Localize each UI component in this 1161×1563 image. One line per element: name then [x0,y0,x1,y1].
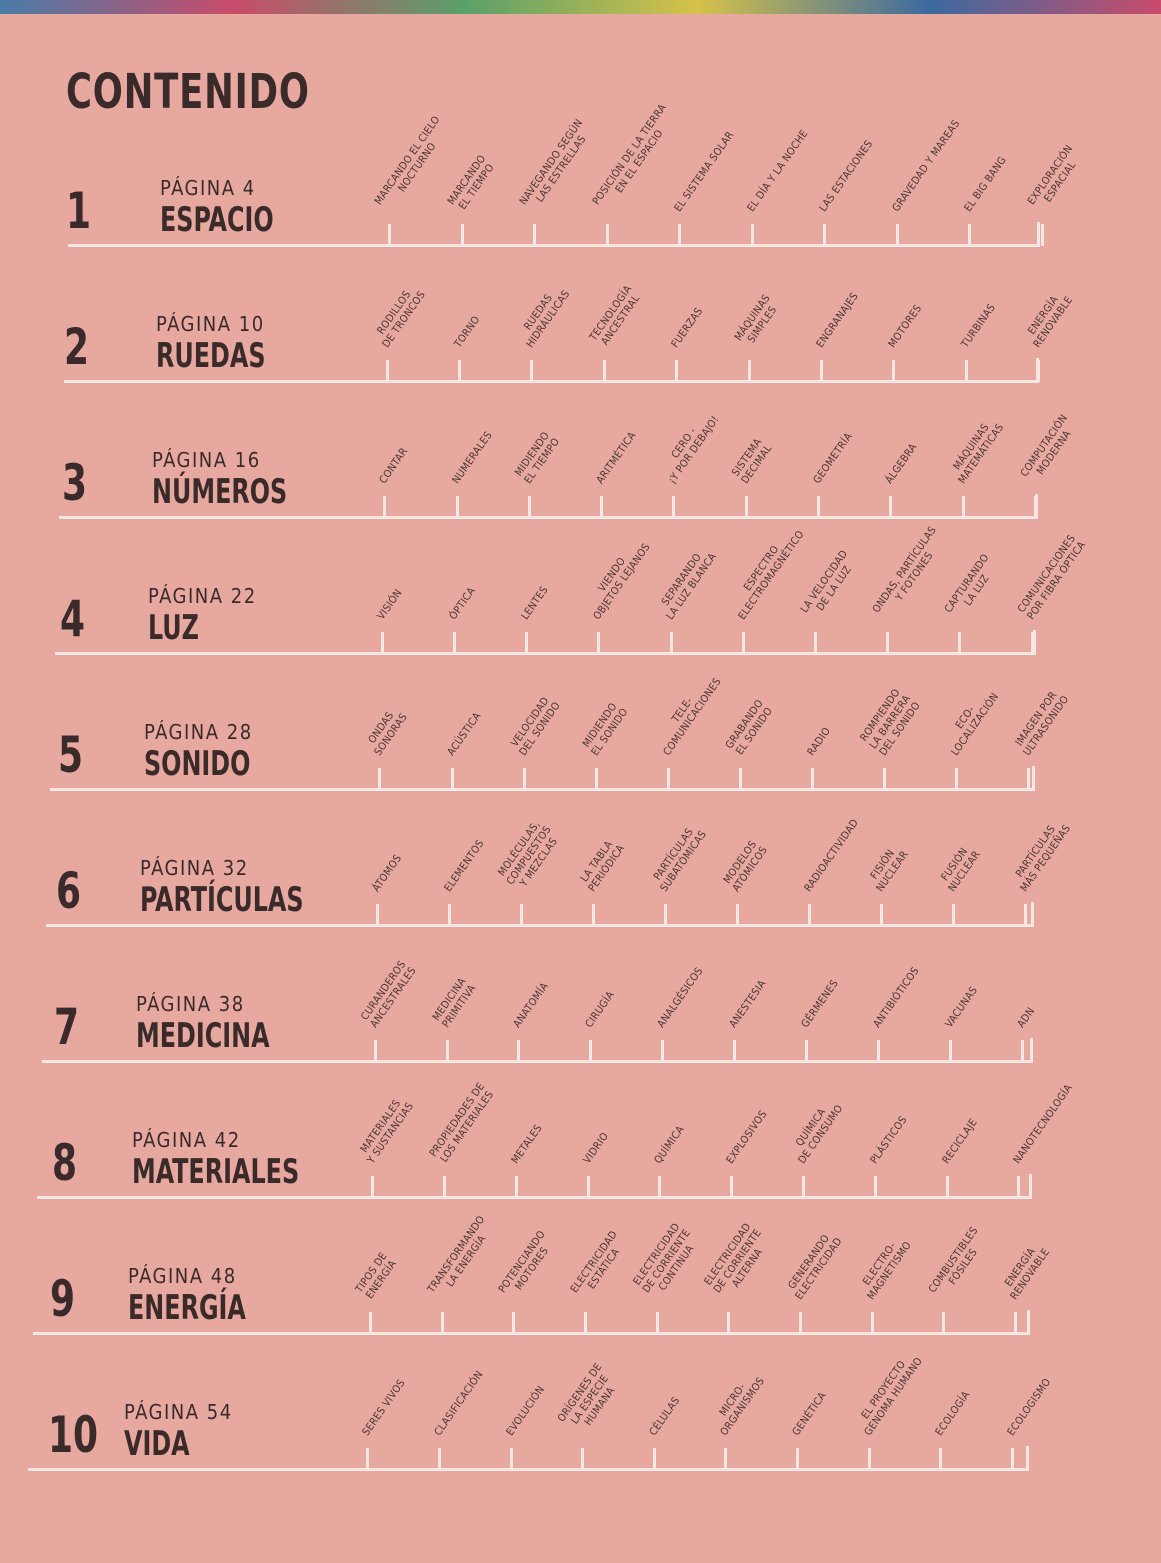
topic-text: VELOCIDAD DEL SONIDO [508,695,563,758]
topic-tick [1024,904,1027,926]
topic-text: EL DÍA Y LA NOCHE [744,127,810,214]
topic-tick [1041,224,1044,246]
topic-text: LA TABLA PERIÓDICA [578,838,628,894]
topic-text: MARCANDO EL CIELO NOCTURNO [372,113,443,208]
topic-text: QUÍMICA [652,1123,688,1166]
topic-tick [896,224,899,246]
topic-tick [664,904,667,926]
topic-tick [955,768,958,790]
topic-tick [653,1448,656,1470]
topic-tick [736,904,739,926]
topic-text: QUÍMICA DE CONSUMO [793,1102,846,1166]
topic-text: MIDIENDO EL TIEMPO [512,429,563,486]
topic-text: MOTORES [886,302,925,350]
topic-tick [383,496,386,518]
page-title: CONTENIDO [66,64,310,120]
rule-end-tick [1027,1310,1030,1334]
chapter-name[interactable]: VIDA [124,1424,190,1464]
topic-text: PARTÍCULAS MÁS PEQUEÑAS [1013,822,1074,894]
rule-end-tick [1026,1446,1029,1470]
chapter-name[interactable]: ESPACIO [160,200,274,240]
topic-tick [733,1040,736,1062]
topic-text: MATERIALES Y SUSTANCIAS [358,1097,417,1166]
topic-tick [381,632,384,654]
topic-text: CONTAR [377,445,411,486]
topic-tick [451,768,454,790]
topic-text: ACÚSTICA [444,710,484,758]
topic-text: VISIÓN [374,586,405,622]
chapter-page: PÁGINA 38 [136,992,245,1016]
chapter-page: PÁGINA 4 [160,176,256,200]
topic-text: CERO - ¡Y POR DEBAJO! [666,413,723,486]
topic-tick [952,904,955,926]
topic-text: MIDIENDO EL SONIDO [580,700,631,758]
chapter-page: PÁGINA 54 [124,1400,233,1424]
topic-tick [889,496,892,518]
rule-end-tick [1032,766,1035,790]
topic-text: EL BIG BANG [962,154,1009,214]
topic-tick [939,1448,942,1470]
topic-tick [366,1448,369,1470]
topic-tick [814,632,817,654]
topic-text: RUEDAS HIDRÁULICAS [522,288,573,350]
topic-tick [1031,632,1034,654]
chapter-number: 9 [50,1270,76,1328]
topic-text: IMAGEN POR ULTRASONIDO [1013,689,1072,758]
topic-tick [670,632,673,654]
topic-text: TORNO [452,313,483,350]
topic-text: ELECTRICIDAD DE CORRIENTE ALTERNA [702,1221,766,1296]
topic-text: EL PROYECTO GENOMA HUMANO [858,1355,925,1438]
topic-text: GRABANDO EL SONIDO [723,697,776,758]
topic-text: ELECTRICIDAD ESTÁTICA [568,1228,623,1296]
topic-tick [600,496,603,518]
topic-tick [374,1040,377,1062]
topic-text: GENÉTICA [790,1389,829,1438]
topic-tick [868,1448,871,1470]
topic-tick [595,768,598,790]
chapter-page: PÁGINA 22 [148,584,257,608]
topic-text: ENERGÍA RENOVABLE [1002,1245,1053,1302]
topic-text: ÓPTICA [447,585,478,622]
topic-tick [1021,1040,1024,1062]
chapter-number: 10 [48,1406,99,1464]
topic-tick [438,1448,441,1470]
topic-tick [592,904,595,926]
topic-tick [675,360,678,382]
topic-text: COMBUSTIBLES FÓSILES [926,1224,981,1296]
topic-tick [672,496,675,518]
topic-tick [512,1312,515,1334]
topic-text: LAS ESTACIONES [817,138,876,214]
topic-text: TURBINAS [958,301,998,350]
topic-text: PLÁSTICOS [867,1114,910,1166]
chapter-name[interactable]: PARTÍCULAS [140,880,304,920]
chapter-page: PÁGINA 10 [156,312,265,336]
topic-text: EXPLOSIVOS [724,1108,770,1166]
topic-tick [667,768,670,790]
topic-text: FUSIÓN NUCLEAR [939,845,983,894]
topic-text: EL SISTEMA SOLAR [672,129,737,214]
topic-text: CURANDEROS ANCESTRALES [358,958,419,1030]
topic-text: ANESTESIA [727,977,769,1030]
topic-text: MARCANDO EL TIEMPO [444,152,497,212]
chapter-rule [33,1332,1031,1335]
topic-text: SEPARANDO LA LUZ BLANCA [659,550,719,622]
topic-text: ARITMÉTICA [594,429,639,486]
topic-tick [678,224,681,246]
topic-text: NANOTECNOLOGÍA [1011,1082,1076,1166]
topic-text: COMUNICACIONES POR FIBRA ÓPTICA [1015,532,1088,622]
topic-text: ÁLGEBRA [883,441,920,486]
topic-tick [606,224,609,246]
topic-text: SISTEMA DECIMAL [729,436,775,486]
topic-tick [603,360,606,382]
topic-text: LENTES [519,584,551,622]
topic-text: ANTIBIÓTICOS [871,964,922,1030]
topic-text: ANALGÉSICOS [655,965,706,1030]
topic-tick [587,1176,590,1198]
topic-tick [520,904,523,926]
topic-text: MÁQUINAS SIMPLES [731,292,779,346]
topic-text: CAPTURANDO LA LUZ [942,551,993,616]
topic-tick [968,224,971,246]
topic-tick [530,360,533,382]
topic-text: MÁQUINAS MATEMÁTICAS [950,421,1006,486]
topic-text: PROPIEDADES DE LOS MATERIALES [427,1080,497,1165]
chapter-rule [37,1196,1031,1199]
topic-text: CLASIFICACIÓN [432,1368,486,1438]
chapter-page: PÁGINA 32 [140,856,249,880]
chapter-number: 5 [58,726,84,784]
topic-text: MICRO- ORGANISMOS [717,1375,768,1438]
topic-tick [597,632,600,654]
topic-tick [1014,1312,1017,1334]
topic-tick [515,1176,518,1198]
topic-text: ONDAS, PARTÍCULAS Y FOTONES [870,524,940,616]
topic-text: ELECTRO- MAGNETISMO [860,1239,914,1302]
topic-tick [883,768,886,790]
topic-tick [796,1448,799,1470]
topic-tick [453,632,456,654]
topic-text: MODELOS ATÓMICOS [721,838,770,894]
topic-tick [739,768,742,790]
chapter-page: PÁGINA 16 [152,448,261,472]
topic-tick [958,632,961,654]
topic-tick [874,1176,877,1198]
topic-tick [751,224,754,246]
topic-tick [581,1448,584,1470]
topic-tick [458,360,461,382]
chapter-rule [42,1060,1033,1063]
topic-text: GÉRMENES [799,977,841,1030]
topic-text: RADIO [805,725,834,758]
topic-tick [658,1176,661,1198]
topic-text: NAVEGANDO SEGÚN LAS ESTRELLAS [517,117,589,208]
topic-text: TRANSFORMANDO LA ENERGÍA [424,1213,488,1296]
topic-text: CIRUGÍA [583,989,618,1030]
topic-tick [742,632,745,654]
chapter-number: 7 [54,998,80,1056]
topic-tick [877,1040,880,1062]
topic-tick [949,1040,952,1062]
topic-tick [441,1312,444,1334]
topic-text: FISIÓN NUCLEAR [868,847,911,894]
topic-text: ENERGÍA RENOVABLE [1025,293,1076,350]
chapter-name[interactable]: ENERGÍA [128,1288,246,1328]
chapter-number: 6 [56,862,82,920]
topic-tick [533,224,536,246]
rule-end-tick [1031,902,1034,926]
topic-tick [745,496,748,518]
topic-text: ENGRANAJES [814,290,861,350]
chapter-page: PÁGINA 48 [128,1264,237,1288]
topic-tick [528,496,531,518]
topic-text: SERES VIVOS [360,1377,409,1438]
topic-tick [523,768,526,790]
topic-tick [448,904,451,926]
topic-tick [724,1448,727,1470]
topic-tick [727,1312,730,1334]
topic-tick [1037,360,1040,382]
topic-tick [589,1040,592,1062]
topic-text: PARTÍCULAS SUBATÓMICAS [651,826,710,894]
topic-tick [946,1176,949,1198]
topic-text: GENERANDO ELECTRICIDAD [786,1232,845,1302]
topic-tick [871,1312,874,1334]
topic-tick [371,1176,374,1198]
topic-tick [376,904,379,926]
topic-text: ECO- LOCALIZACIÓN [949,690,1002,758]
topic-text: ECOLOGISMO [1004,1376,1054,1438]
chapter-rule [28,1468,1029,1471]
topic-tick [942,1312,945,1334]
topic-tick [805,1040,808,1062]
topic-tick [510,1448,513,1470]
chapter-number: 1 [66,182,92,240]
topic-tick [730,1176,733,1198]
topic-text: ÁTOMOS [370,852,405,894]
topic-text: GRAVEDAD Y MAREAS [889,117,963,214]
topic-text: ONDAS SONORAS [366,709,411,758]
topic-text: ADN [1014,1005,1038,1030]
chapter-page: PÁGINA 42 [132,1128,241,1152]
topic-text: RADIOACTIVIDAD [802,816,862,894]
topic-tick [962,496,965,518]
topic-tick [443,1176,446,1198]
chapter-name[interactable]: MATERIALES [132,1152,300,1192]
topic-tick [892,360,895,382]
topic-tick [656,1312,659,1334]
chapter-rule [50,788,1035,791]
topic-tick [811,768,814,790]
chapter-number: 2 [64,318,90,376]
topic-text: ESPECTRO ELECTROMAGNÉTICO [735,528,807,622]
topic-tick [886,632,889,654]
topic-tick [525,632,528,654]
topic-text: MOLÉCULAS, COMPUESTOS Y MEZCLAS [495,818,561,889]
topic-tick [378,768,381,790]
topic-tick [386,360,389,382]
topic-text: ROMPIENDO LA BARRERA DEL SONIDO [858,686,923,758]
chapter-name[interactable]: RUEDAS [156,336,266,376]
topic-text: TELE- COMUNICACIONES [660,675,724,758]
chapter-name[interactable]: LUZ [148,608,199,648]
topic-tick [802,1176,805,1198]
topic-tick [446,1040,449,1062]
rule-end-tick [1033,630,1036,654]
cover-edge-strip [0,0,1161,14]
chapter-page: PÁGINA 28 [144,720,253,744]
topic-text: RECICLAJE [939,1116,980,1166]
topic-tick [748,360,751,382]
topic-text: METALES [508,1122,545,1166]
topic-text: COMPUTACIÓN MODERNA [1018,412,1074,480]
topic-text: ORÍGENES DE LA ESPECIE HUMANA [555,1361,618,1428]
chapter-name[interactable]: SONIDO [144,744,251,784]
topic-text: POTENCIANDO MOTORES [496,1228,552,1296]
topic-text: TECNOLOGÍA ANCESTRAL [587,283,643,348]
rule-end-tick [1029,1174,1032,1198]
topic-text: RODILLOS DE TRONCOS [374,288,428,350]
chapter-number: 3 [62,454,88,512]
topic-text: ELECTRICIDAD DE CORRIENTE CONTINUA [630,1221,697,1296]
chapter-rule [46,924,1034,927]
chapter-number: 8 [52,1134,78,1192]
topic-tick [461,224,464,246]
rule-end-tick [1030,1038,1033,1062]
topic-text: GEOMETRÍA [811,430,855,486]
topic-tick [1017,1176,1020,1198]
topic-tick [880,904,883,926]
topic-text: EXPLORACIÓN ESPACIAL [1024,142,1079,208]
topic-text: FUERZAS [669,305,706,350]
topic-tick [1027,768,1030,790]
topic-text: CÉLULAS [646,1394,683,1438]
topic-tick [965,360,968,382]
topic-text: VIDRIO [580,1130,611,1166]
topic-text: MEDICINA PRIMITIVA [429,975,478,1030]
chapter-name[interactable]: NÚMEROS [152,472,288,512]
topic-tick [369,1312,372,1334]
topic-text: ELEMENTOS [442,837,487,894]
topic-text: EVOLUCIÓN [503,1383,547,1438]
topic-text: ECOLOGÍA [933,1389,973,1438]
topic-tick [1011,1448,1014,1470]
topic-text: POSICIÓN DE LA TIERRA EN EL ESPACIO [589,101,669,208]
chapter-rule [68,244,1040,247]
topic-text: NUMERALES [449,429,495,486]
topic-tick [817,496,820,518]
topic-text: VIENDO OBJETOS LEJANOS [591,541,654,622]
topic-text: TIPOS DE ENERGÍA [353,1250,399,1302]
topic-tick [388,224,391,246]
topic-tick [799,1312,802,1334]
topic-tick [808,904,811,926]
chapter-number: 4 [60,590,86,648]
topic-text: ANATOMÍA [511,980,552,1030]
topic-tick [584,1312,587,1334]
topic-tick [456,496,459,518]
chapter-name[interactable]: MEDICINA [136,1016,270,1056]
topic-text: VACUNAS [942,984,980,1030]
topic-tick [823,224,826,246]
topic-tick [517,1040,520,1062]
topic-tick [1034,496,1037,518]
topic-text: LA VELOCIDAD DE LA LUZ [798,548,854,616]
topic-tick [661,1040,664,1062]
topic-tick [820,360,823,382]
